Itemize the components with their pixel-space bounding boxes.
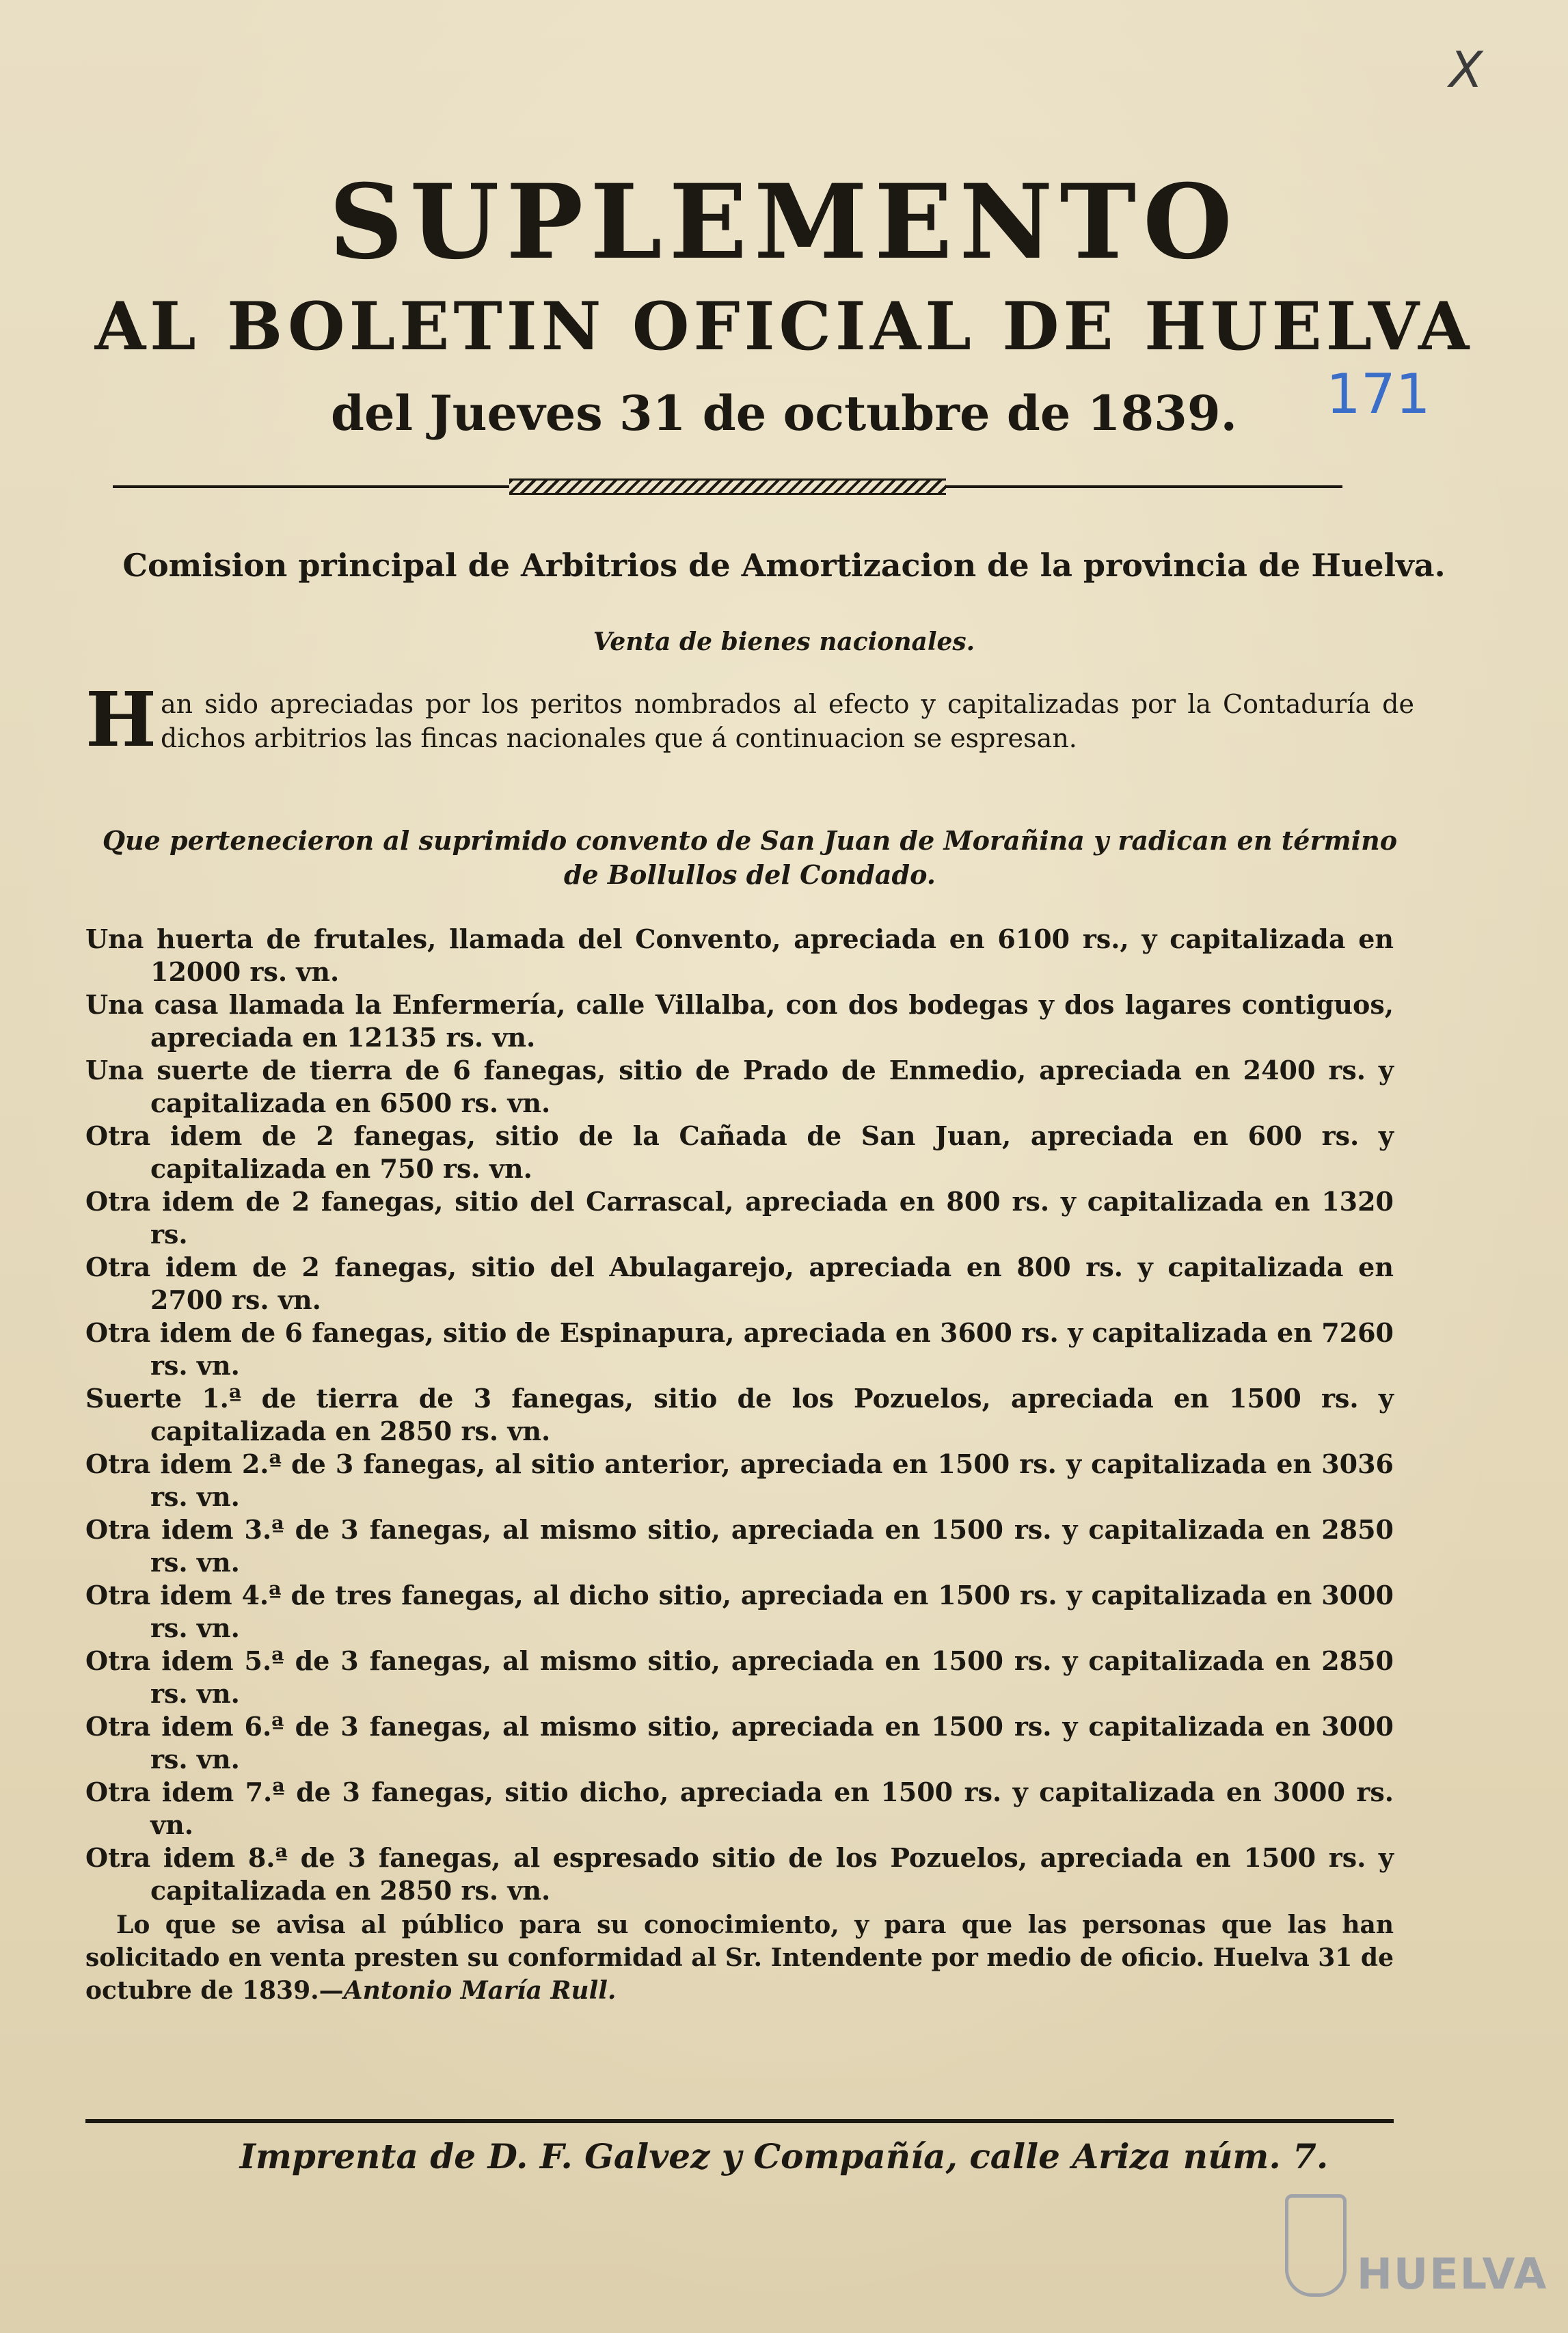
list-item: Otra idem 6.ª de 3 fanegas, al mismo sitio, apreciada en 1500 rs. y capitalizada en 3000 rs. vn. xyxy=(85,1711,1394,1775)
drop-cap: H xyxy=(85,675,157,764)
intro-paragraph xyxy=(85,675,1414,764)
signature: Antonio María Rull. xyxy=(343,1976,617,2005)
crest-icon xyxy=(1285,2194,1347,2297)
list-item: Otra idem 2.ª de 3 fanegas, al sitio anterior, apreciada en 1500 rs. y capitalizada en 3036 rs. vn. xyxy=(85,1448,1394,1512)
list-item: Otra idem 3.ª de 3 fanegas, al mismo sitio, apreciada en 1500 rs. y capitalizada en 2850 rs. vn. xyxy=(85,1514,1394,1578)
commission-heading: Comision principal de Arbitrios de Amortizacion de la provincia de Huelva. xyxy=(122,547,1446,584)
section-subtitle: Venta de bienes nacionales. xyxy=(593,628,975,656)
printer-imprint: Imprenta de D. F. Galvez y Compañía, calle Ariza núm. 7. xyxy=(239,2136,1329,2176)
public-notice xyxy=(85,1909,1394,2007)
list-item: Otra idem de 2 fanegas, sitio de la Cañada de San Juan, apreciada en 600 rs. y capitalizada en 750 rs. vn. xyxy=(85,1120,1394,1184)
notice-text: Lo que se avisa al público para su conocimiento, y para que las personas que las han solicitado en venta presten su conformidad al Sr. Intendente por medio de oficio. Huelva 31 de octubre de 1839.— xyxy=(85,1911,1394,2005)
list-item: Una suerte de tierra de 6 fanegas, sitio de Prado de Enmedio, apreciada en 2400 rs. y capitalizada en 6500 rs. vn. xyxy=(85,1055,1394,1118)
list-item: Otra idem 8.ª de 3 fanegas, al espresado sitio de los Pozuelos, apreciada en 1500 rs. y capitalizada en 2850 rs. vn. xyxy=(85,1842,1394,1906)
ornamental-divider xyxy=(113,478,1342,495)
list-item: Otra idem de 6 fanegas, sitio de Espinapura, apreciada en 3600 rs. y capitalizada en 7260 rs. vn. xyxy=(85,1317,1394,1381)
library-stamp xyxy=(1285,2194,1548,2304)
list-item: Una casa llamada la Enfermería, calle Villalba, con dos bodegas y dos lagares contiguos, apreciada en 12135 rs. vn. xyxy=(85,989,1394,1053)
list-item: Suerte 1.ª de tierra de 3 fanegas, sitio de los Pozuelos, apreciada en 1500 rs. y capitalizada en 2850 rs. vn. xyxy=(85,1383,1394,1446)
title-date: del Jueves 31 de octubre de 1839. xyxy=(331,385,1237,442)
property-list xyxy=(85,923,1394,2007)
list-item: Otra idem 5.ª de 3 fanegas, al mismo sitio, apreciada en 1500 rs. y capitalizada en 2850 rs. vn. xyxy=(85,1645,1394,1709)
intro-text: an sido apreciadas por los peritos nombrados al efecto y capitalizadas por la Contaduría de dichos arbitrios las fincas nacionales que á continuacion se espresan. xyxy=(160,689,1414,753)
list-item: Otra idem 4.ª de tres fanegas, al dicho sitio, apreciada en 1500 rs. y capitalizada en 3000 rs. vn. xyxy=(85,1580,1394,1643)
list-item: Otra idem 7.ª de 3 fanegas, sitio dicho, apreciada en 1500 rs. y capitalizada en 3000 rs. vn. xyxy=(85,1777,1394,1840)
handwritten-mark: X xyxy=(1449,41,1483,98)
stamp-text: HUELVA xyxy=(1357,2249,1548,2299)
title-boletin: AL BOLETIN OFICIAL DE HUELVA xyxy=(94,288,1474,365)
list-item: Otra idem de 2 fanegas, sitio del Abulagarejo, apreciada en 800 rs. y capitalizada en 2700 rs. vn. xyxy=(85,1252,1394,1315)
property-origin: Que pertenecieron al suprimido convento de San Juan de Morañina y radican en término de Bollullos del Condado. xyxy=(102,825,1398,890)
footer-rule xyxy=(85,2119,1394,2123)
title-suplemento: SUPLEMENTO xyxy=(329,162,1239,282)
list-item: Otra idem de 2 fanegas, sitio del Carrascal, apreciada en 800 rs. y capitalizada en 1320 rs. xyxy=(85,1186,1394,1250)
handwritten-folio: 171 xyxy=(1326,362,1431,426)
list-item: Una huerta de frutales, llamada del Convento, apreciada en 6100 rs., y capitalizada en 12000 rs. vn. xyxy=(85,923,1394,987)
